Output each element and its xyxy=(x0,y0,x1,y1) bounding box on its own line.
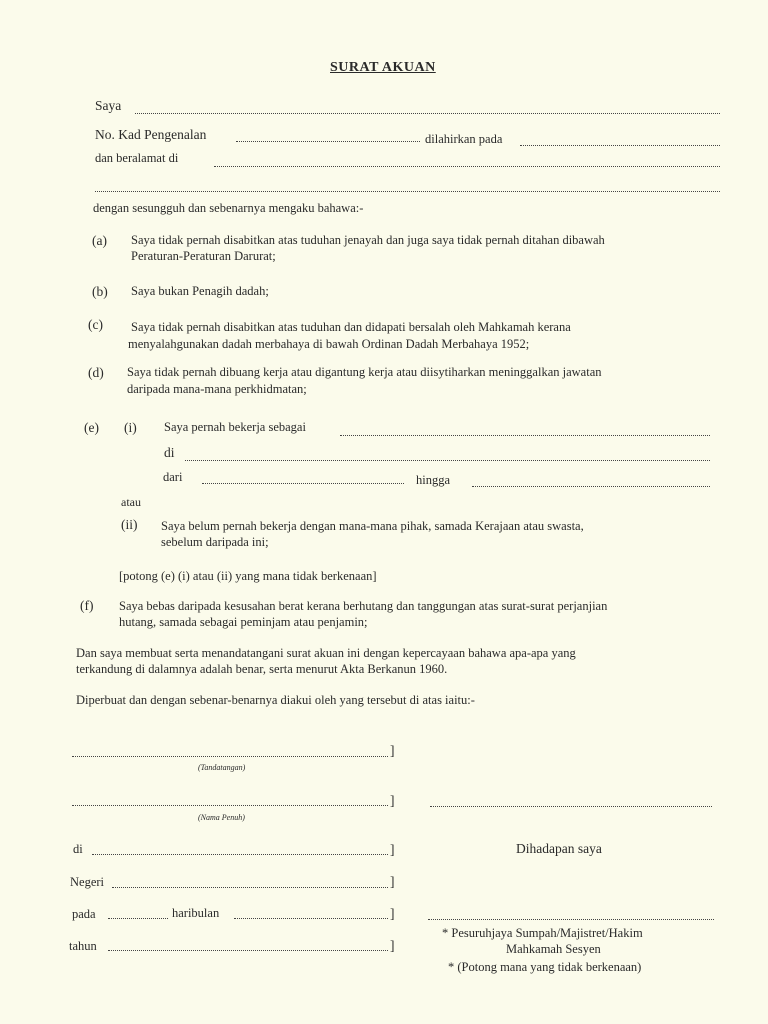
item-f-line1: Saya bebas daripada kesusahan berat kerana berhutang dan tanggungan atas surat-surat perjanjian xyxy=(119,599,608,613)
signature-caption: (Tandatangan) xyxy=(198,763,246,772)
item-b-label: (b) xyxy=(92,284,108,299)
item-c-label: (c) xyxy=(88,317,103,332)
full-name-field[interactable] xyxy=(72,805,388,806)
item-e-atau: atau xyxy=(121,495,141,509)
item-e-hingga-label: hingga xyxy=(416,473,451,487)
item-d-line1: Saya tidak pernah dibuang kerja atau digantung kerja atau diisytiharkan meninggalkan jawatan xyxy=(127,365,602,379)
item-a-line1: Saya tidak pernah disabitkan atas tuduhan jenayah dan juga saya tidak pernah ditahan dibawah xyxy=(131,233,605,247)
item-a-line2: Peraturan-Peraturan Darurat; xyxy=(131,249,276,263)
intro-text: dengan sesungguh dan sebenarnya mengaku bahawa:- xyxy=(93,201,364,215)
closing-line1: Dan saya membuat serta menandatangani surat akuan ini dengan kepercayaan bahawa apa-apa yang xyxy=(76,646,576,660)
officer-line1: * Pesuruhjaya Sumpah/Majistret/Hakim xyxy=(442,926,643,940)
negeri-bracket: ] xyxy=(390,874,395,889)
haribulan-label: haribulan xyxy=(172,906,220,920)
item-c-line1: Saya tidak pernah disabitkan atas tuduhan dan didapati bersalah oleh Mahkamah kerana xyxy=(131,320,571,334)
year-field[interactable] xyxy=(108,950,388,951)
item-a-label: (a) xyxy=(92,233,107,248)
negeri-label: Negeri xyxy=(70,875,105,889)
born-label: dilahirkan pada xyxy=(425,132,503,146)
date-bracket: ] xyxy=(390,906,395,921)
item-c-line2: menyalahgunakan dadah merbahaya di bawah Ordinan Dadah Merbahaya 1952; xyxy=(128,337,530,351)
closing-line2: terkandung di dalamnya adalah benar, serta menurut Akta Berkanun 1960. xyxy=(76,662,448,676)
place-bracket: ] xyxy=(390,842,395,857)
address-field-2[interactable] xyxy=(95,191,720,192)
workplace-field[interactable] xyxy=(185,460,710,461)
item-d-label: (d) xyxy=(88,365,104,380)
item-e-ii-line1: Saya belum pernah bekerja dengan mana-mana pihak, samada Kerajaan atau swasta, xyxy=(161,519,584,533)
officer-line3: * (Potong mana yang tidak berkenaan) xyxy=(448,960,642,974)
item-b-text: Saya bukan Penagih dadah; xyxy=(131,284,269,298)
before-me-text: Dihadapan saya xyxy=(516,841,602,856)
ic-field[interactable] xyxy=(236,141,420,142)
tahun-label: tahun xyxy=(69,939,97,953)
address-field-1[interactable] xyxy=(214,166,720,167)
birthplace-field[interactable] xyxy=(520,145,720,146)
job-title-field[interactable] xyxy=(340,435,710,436)
item-e-ii-line2: sebelum daripada ini; xyxy=(161,535,269,549)
sig-di-label: di xyxy=(73,842,83,856)
form-title: SURAT AKUAN xyxy=(330,60,436,75)
work-from-field[interactable] xyxy=(202,483,404,484)
officer-signature-field[interactable] xyxy=(430,806,712,807)
item-e-dari-label: dari xyxy=(163,470,183,484)
item-e-i-label: (i) xyxy=(124,420,137,435)
sig-place-field[interactable] xyxy=(92,854,388,855)
address-label: dan beralamat di xyxy=(95,151,179,165)
item-f-label: (f) xyxy=(80,598,94,613)
name-caption: (Nama Penuh) xyxy=(198,813,245,822)
negeri-field[interactable] xyxy=(112,887,388,888)
name-bracket: ] xyxy=(390,793,395,808)
signature-field[interactable] xyxy=(72,756,388,757)
signature-bracket: ] xyxy=(390,743,395,758)
item-e-note: [potong (e) (i) atau (ii) yang mana tidak berkenaan] xyxy=(119,569,377,583)
saya-label: Saya xyxy=(95,98,122,113)
declared-text: Diperbuat dan dengan sebenar-benarnya diakui oleh yang tersebut di atas iaitu:- xyxy=(76,693,475,707)
item-e-ii-label: (ii) xyxy=(121,517,138,532)
year-bracket: ] xyxy=(390,938,395,953)
item-e-i-text: Saya pernah bekerja sebagai xyxy=(164,420,306,434)
item-f-line2: hutang, samada sebagai peminjam atau penjamin; xyxy=(119,615,368,629)
month-field[interactable] xyxy=(234,918,388,919)
day-field[interactable] xyxy=(108,918,168,919)
item-d-line2: daripada mana-mana perkhidmatan; xyxy=(127,382,307,396)
officer-name-field[interactable] xyxy=(428,919,714,920)
item-e-di-label: di xyxy=(164,445,175,460)
item-e-label: (e) xyxy=(84,420,99,435)
officer-line2: Mahkamah Sesyen xyxy=(506,942,601,956)
name-field[interactable] xyxy=(135,113,720,114)
ic-label: No. Kad Pengenalan xyxy=(95,127,207,142)
pada-label: pada xyxy=(72,907,96,921)
work-until-field[interactable] xyxy=(472,486,710,487)
